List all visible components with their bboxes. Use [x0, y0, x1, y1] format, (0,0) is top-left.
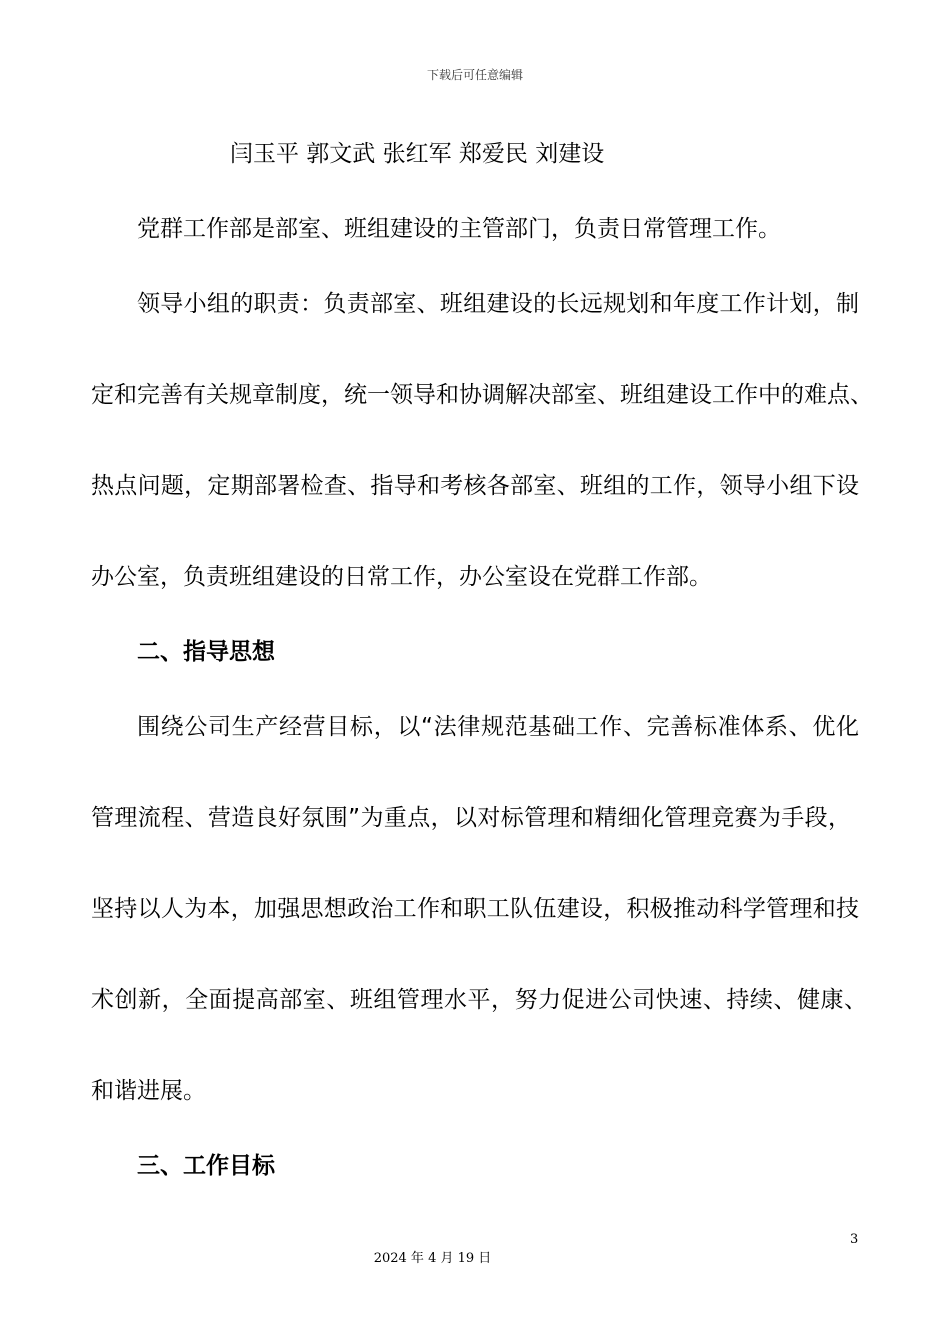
guiding-line-5: 和谐进展。 [91, 1078, 206, 1104]
duties-line-1: 领导小组的职责：负责部室、班组建设的长远规划和年度工作计划，制 [137, 291, 859, 317]
page-header: 下载后可任意编辑 [426, 68, 523, 82]
dept-responsibility-paragraph: 党群工作部是部室、班组建设的主管部门，负责日常管理工作。 [137, 216, 781, 242]
section-two-heading: 二、指导思想 [137, 639, 275, 665]
footer-date: 2024 年 4 月 19 日 [373, 1251, 492, 1266]
guiding-line-2: 管理流程、营造良好氛围”为重点，以对标管理和精细化管理竞赛为手段， [91, 805, 851, 831]
duties-line-3: 热点问题，定期部署检查、指导和考核各部室、班组的工作，领导小组下设 [91, 473, 859, 499]
members-line: 闫玉平 郭文武 张红军 郑爱民 刘建设 [230, 141, 605, 167]
guiding-line-4: 术创新，全面提高部室、班组管理水平，努力促进公司快速、持续、健康、 [91, 987, 867, 1013]
duties-line-4: 办公室，负责班组建设的日常工作，办公室设在党群工作部。 [91, 564, 712, 590]
guiding-line-3: 坚持以人为本，加强思想政治工作和职工队伍建设，积极推动科学管理和技 [91, 896, 859, 922]
section-three-heading: 三、工作目标 [137, 1153, 275, 1179]
duties-line-2: 定和完善有关规章制度，统一领导和协调解决部室、班组建设工作中的难点、 [91, 382, 873, 408]
page-number: 3 [850, 1232, 859, 1247]
guiding-line-1: 围绕公司生产经营目标，以“法律规范基础工作、完善标准体系、优化 [137, 714, 859, 740]
